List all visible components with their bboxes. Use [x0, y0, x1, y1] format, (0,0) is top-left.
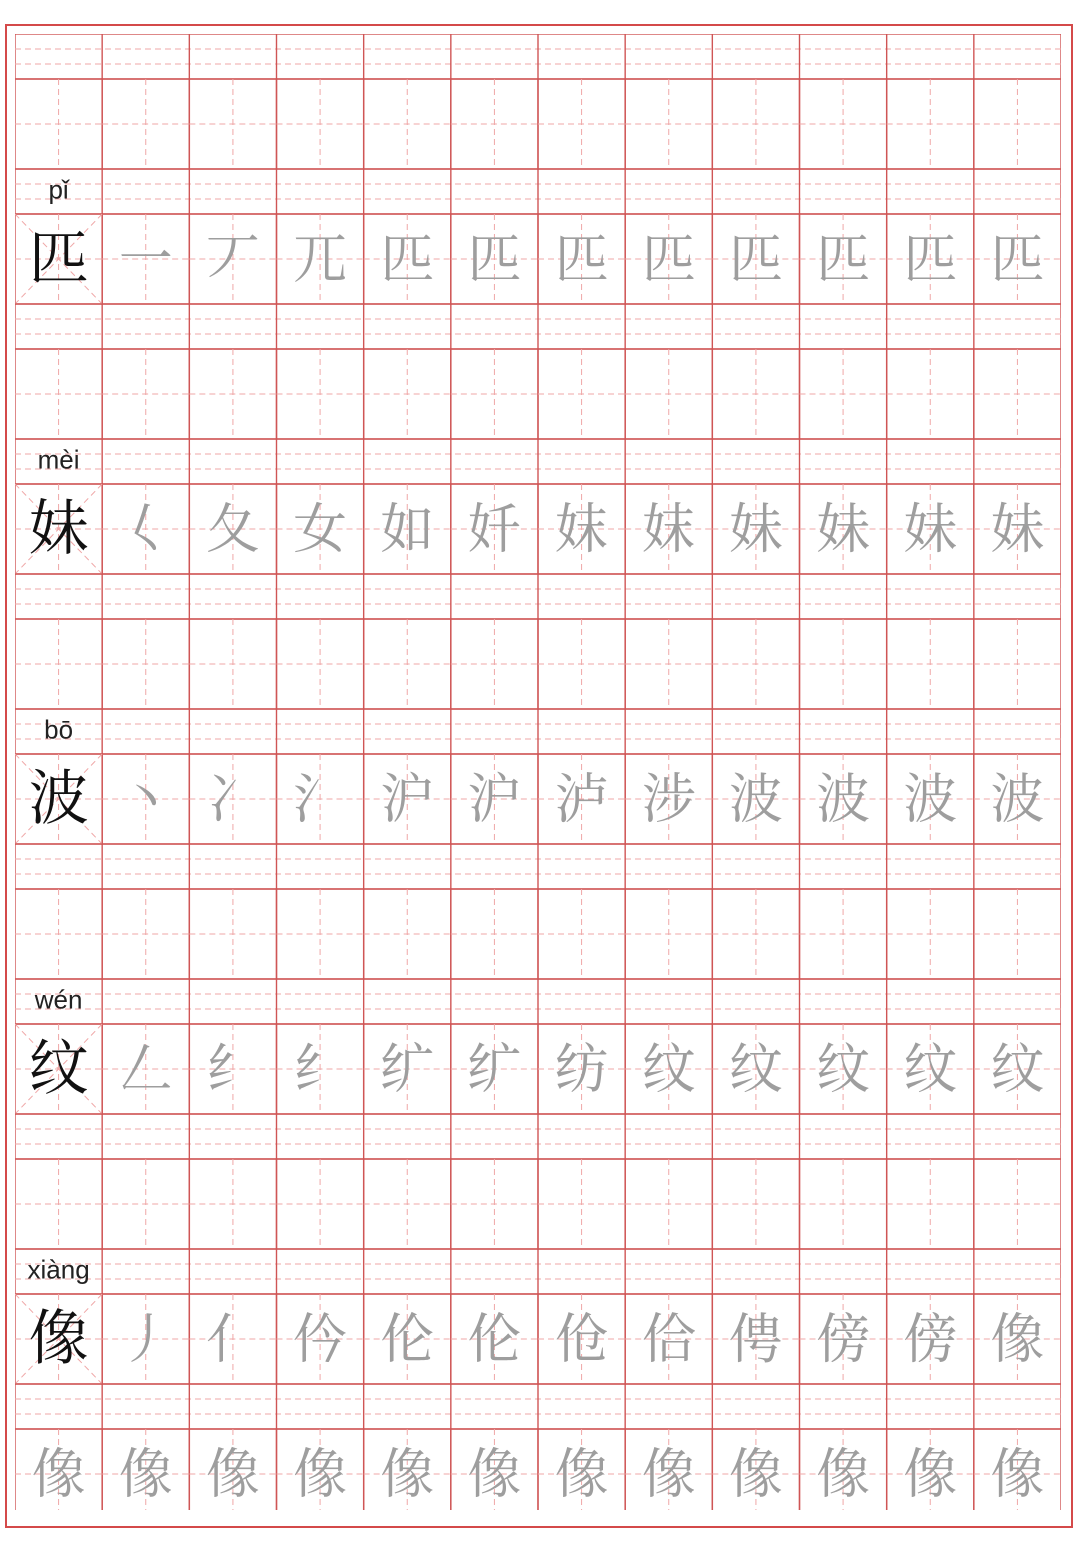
stroke-order-step: 伦: [380, 1307, 435, 1371]
pinyin-label: xiàng: [27, 1254, 90, 1285]
stroke-order-step: 妹: [816, 497, 871, 561]
model-character: 波: [28, 764, 89, 834]
stroke-order-step: 像: [990, 1307, 1045, 1371]
stroke-order-step: 波: [728, 767, 783, 831]
stroke-order-step: 涉: [641, 767, 696, 831]
stroke-order-step: 丿: [118, 1307, 173, 1371]
stroke-order-step: 一: [118, 227, 173, 291]
stroke-order-step: 丶: [118, 767, 173, 831]
trace-character: 像: [903, 1442, 958, 1506]
stroke-order-step: 匹: [903, 227, 958, 291]
stroke-order-step: 氵: [293, 767, 348, 831]
stroke-order-step: 𡿨: [118, 497, 173, 561]
stroke-order-step: 佮: [641, 1307, 696, 1371]
stroke-order-step: 女: [293, 497, 348, 561]
stroke-order-step: 纩: [467, 1037, 522, 1101]
stroke-order-step: 沪: [380, 767, 435, 831]
stroke-order-step: 纹: [903, 1037, 958, 1101]
stroke-order-step: 纹: [816, 1037, 871, 1101]
stroke-order-step: 妺: [641, 497, 696, 561]
stroke-order-step: 纹: [728, 1037, 783, 1101]
pinyin-label: wén: [34, 984, 83, 1015]
trace-character: 像: [31, 1442, 86, 1506]
model-character: 匹: [28, 224, 89, 294]
stroke-order-step: 纟: [205, 1037, 260, 1101]
stroke-order-step: 沪: [467, 767, 522, 831]
stroke-order-step: 纹: [641, 1037, 696, 1101]
stroke-order-step: 泸: [554, 767, 609, 831]
trace-character: 像: [293, 1442, 348, 1506]
trace-character: 像: [728, 1442, 783, 1506]
stroke-order-step: 纩: [380, 1037, 435, 1101]
stroke-order-step: 纟: [293, 1037, 348, 1101]
model-character: 妹: [28, 494, 89, 564]
stroke-order-step: 妹: [728, 497, 783, 561]
model-character: 纹: [28, 1034, 89, 1104]
trace-character: 像: [205, 1442, 260, 1506]
stroke-order-step: 俜: [728, 1307, 783, 1371]
stroke-order-step: 纺: [554, 1037, 609, 1101]
stroke-order-step: 𠃋: [118, 1037, 173, 1101]
stroke-order-step: 丆: [205, 227, 260, 291]
trace-character: 像: [118, 1442, 173, 1506]
pinyin-label: pǐ: [48, 174, 69, 205]
trace-character: 像: [467, 1442, 522, 1506]
tianzige-grid: [15, 34, 1061, 1510]
stroke-order-step: 傍: [816, 1307, 871, 1371]
stroke-order-step: 兀: [293, 227, 348, 291]
trace-character: 像: [816, 1442, 871, 1506]
stroke-order-step: 波: [816, 767, 871, 831]
stroke-order-step: 如: [380, 497, 435, 561]
stroke-order-step: 匹: [380, 227, 435, 291]
stroke-order-step: 匹: [990, 227, 1045, 291]
stroke-order-step: 伦: [467, 1307, 522, 1371]
stroke-order-step: 波: [990, 767, 1045, 831]
stroke-order-step: 妹: [990, 497, 1045, 561]
stroke-order-step: 匹: [728, 227, 783, 291]
stroke-order-step: 匹: [554, 227, 609, 291]
stroke-order-step: 仱: [293, 1307, 348, 1371]
stroke-order-step: 匹: [816, 227, 871, 291]
trace-character: 像: [641, 1442, 696, 1506]
stroke-order-step: 亻: [205, 1307, 260, 1371]
stroke-order-step: 夂: [205, 497, 260, 561]
stroke-order-step: 纹: [990, 1037, 1045, 1101]
pinyin-label: bō: [44, 714, 74, 745]
stroke-order-step: 波: [903, 767, 958, 831]
trace-character: 像: [554, 1442, 609, 1506]
stroke-order-step: 匹: [641, 227, 696, 291]
stroke-order-step: 伧: [554, 1307, 609, 1371]
pinyin-label: mèi: [37, 444, 80, 475]
stroke-order-step: 妹: [903, 497, 958, 561]
model-character: 像: [28, 1304, 89, 1374]
trace-character: 像: [990, 1442, 1045, 1506]
stroke-order-step: 冫: [205, 767, 260, 831]
stroke-order-step: 匹: [467, 227, 522, 291]
trace-character: 像: [380, 1442, 435, 1506]
stroke-order-step: 傍: [903, 1307, 958, 1371]
stroke-order-step: 奷: [467, 497, 522, 561]
stroke-order-step: 妺: [554, 497, 609, 561]
